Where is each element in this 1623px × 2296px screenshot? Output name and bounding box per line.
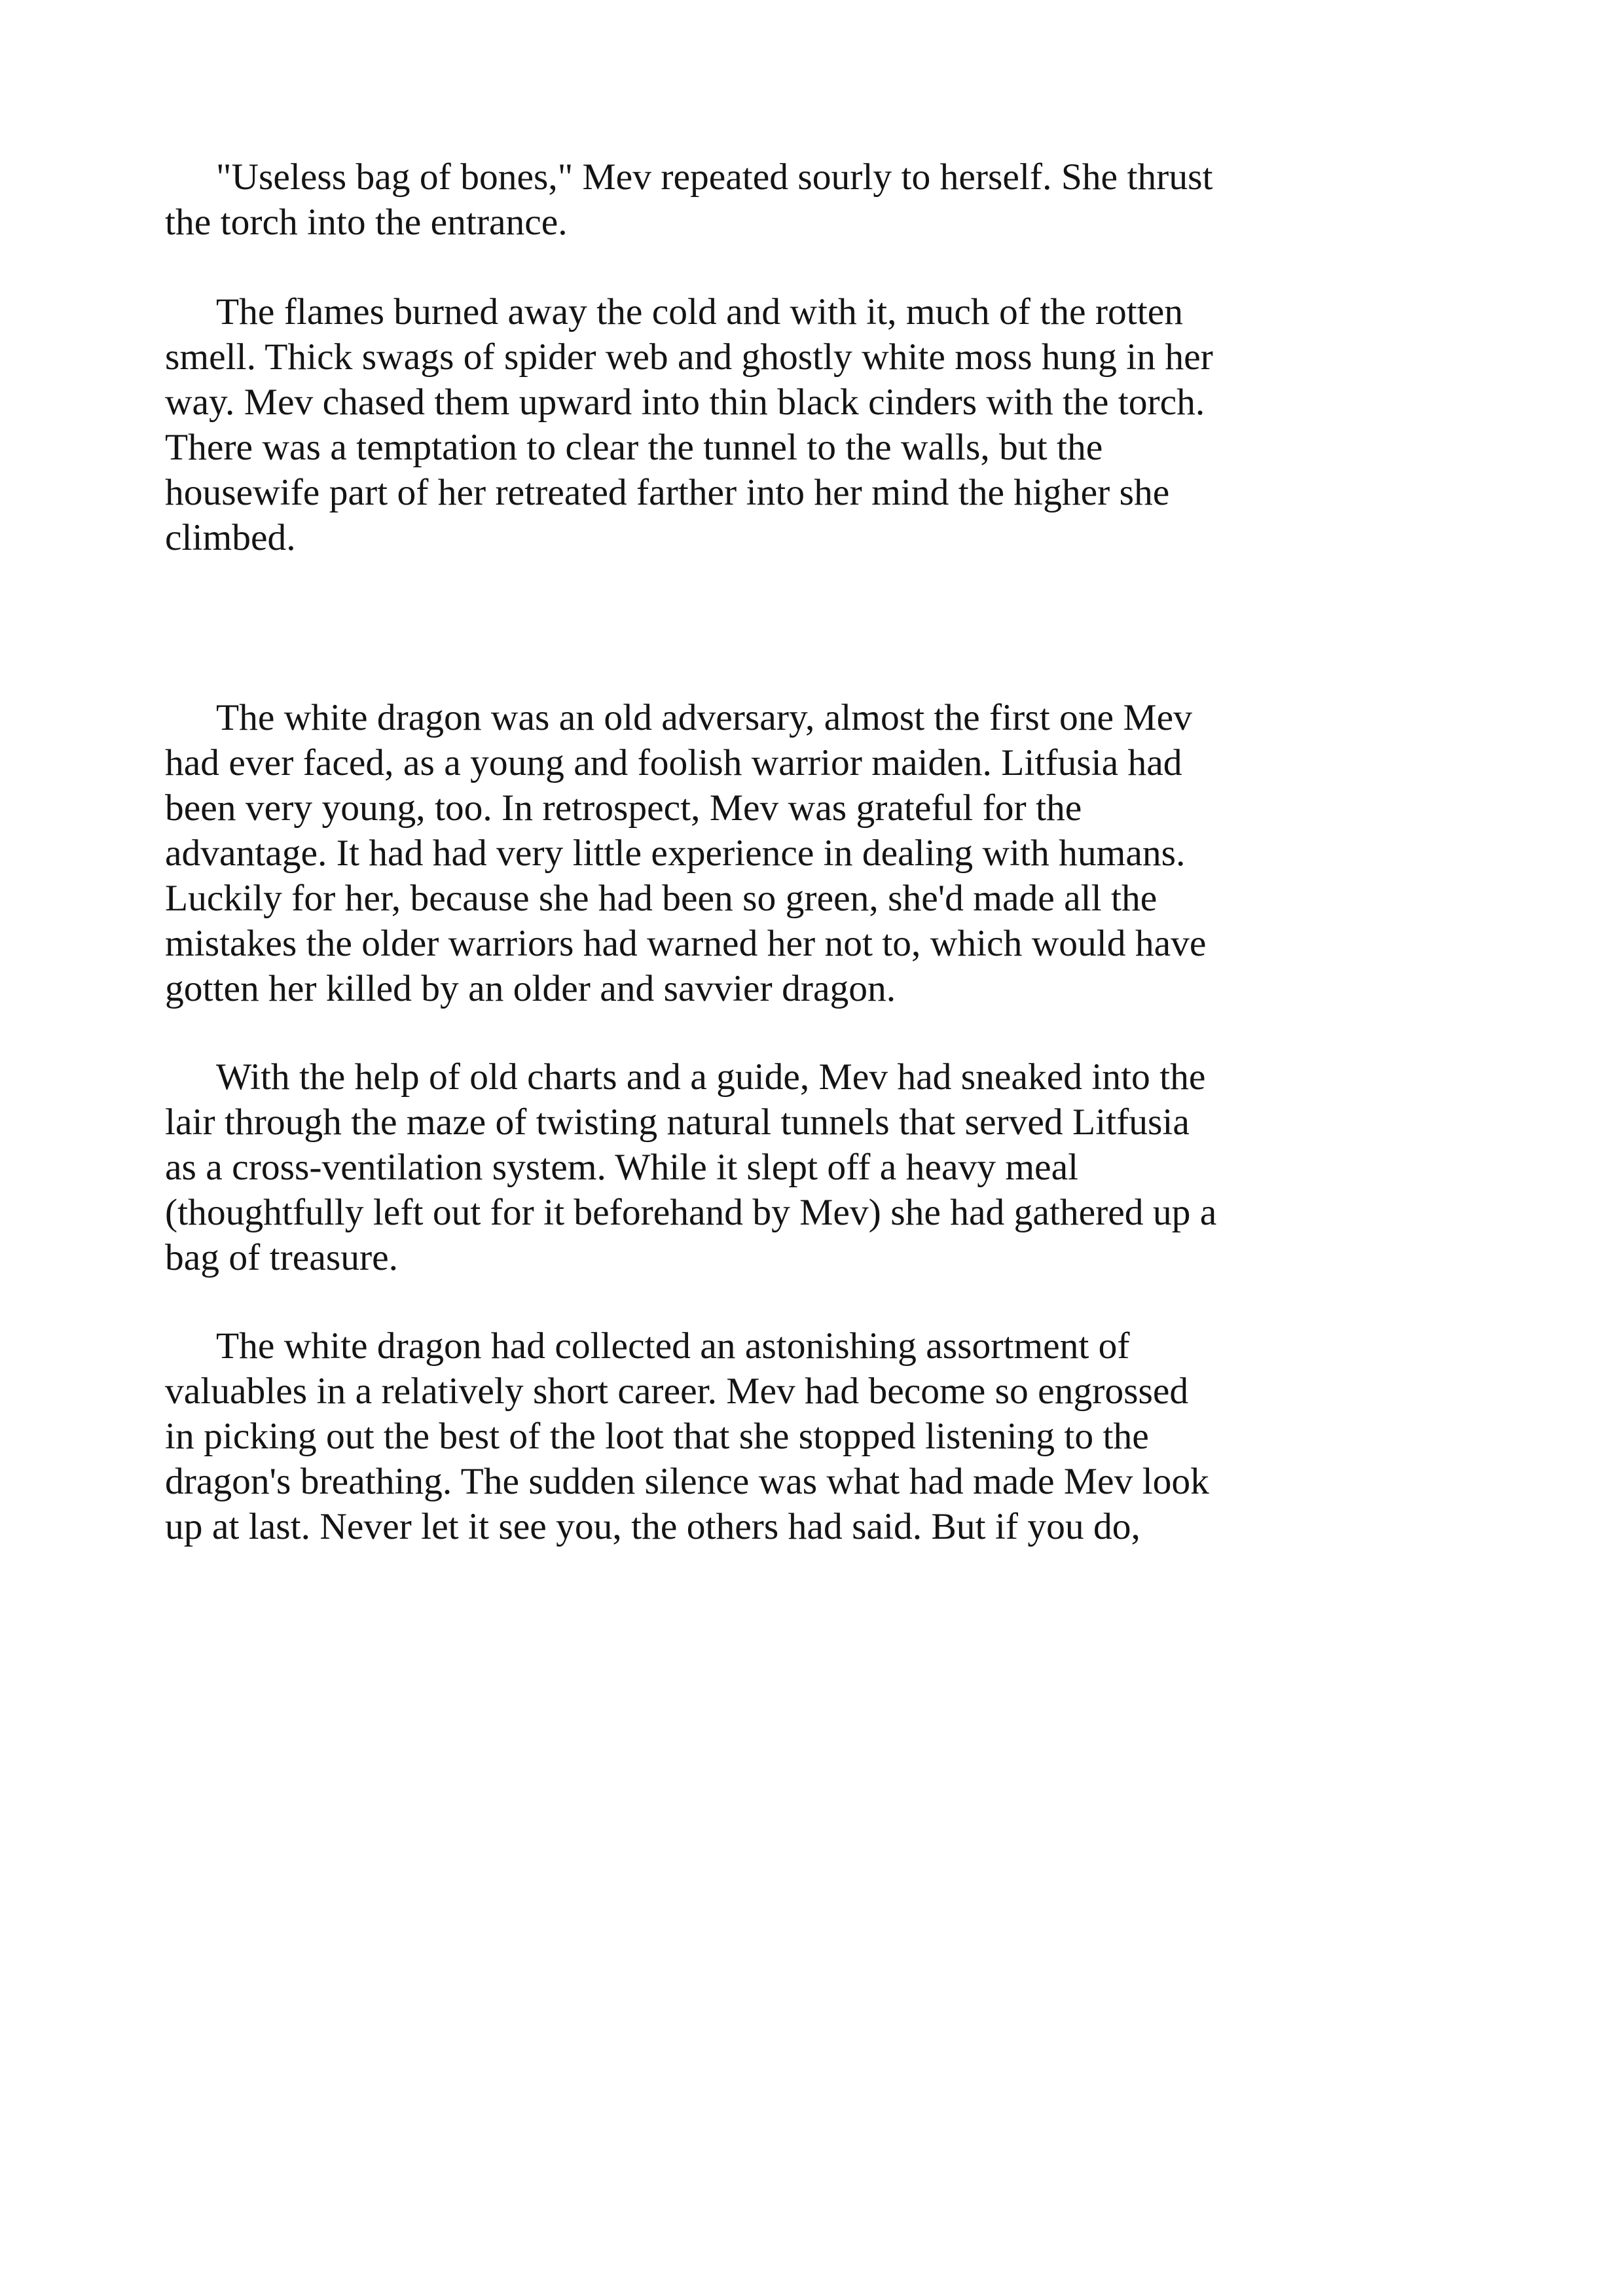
text-line: advantage. It had had very little experience in dealing with humans. — [165, 833, 1186, 874]
text-line: up at last. Never let it see you, the others had said. But if you do, — [165, 1506, 1140, 1547]
text-line: in picking out the best of the loot that she stopped listening to the — [165, 1416, 1149, 1457]
text-line: There was a temptation to clear the tunnel to the walls, but the — [165, 427, 1103, 468]
paragraph-3 — [165, 695, 1317, 1011]
text-line: gotten her killed by an older and savvier dragon. — [165, 968, 896, 1009]
paragraph-4 — [165, 1054, 1317, 1280]
text-line: dragon's breathing. The sudden silence was what had made Mev look — [165, 1461, 1209, 1502]
text-line: way. Mev chased them upward into thin black cinders with the torch. — [165, 382, 1205, 423]
text-line: been very young, too. In retrospect, Mev was grateful for the — [165, 787, 1082, 829]
text-line: "Useless bag of bones," Mev repeated sourly to herself. She thrust — [216, 156, 1213, 198]
text-line: the torch into the entrance. — [165, 202, 568, 243]
text-line: (thoughtfully left out for it beforehand by Mev) she had gathered up a — [165, 1192, 1217, 1233]
text-line: Luckily for her, because she had been so green, she'd made all the — [165, 878, 1158, 919]
text-line: bag of treasure. — [165, 1237, 399, 1278]
text-line: as a cross-ventilation system. While it slept off a heavy meal — [165, 1147, 1079, 1188]
text-line: The white dragon was an old adversary, almost the first one Mev — [216, 697, 1192, 738]
text-line: lair through the maze of twisting natural tunnels that served Litfusia — [165, 1102, 1190, 1143]
text-line: smell. Thick swags of spider web and ghostly white moss hung in her — [165, 336, 1213, 378]
paragraph-1 — [165, 154, 1317, 245]
text-line: mistakes the older warriors had warned her not to, which would have — [165, 923, 1207, 964]
paragraph-5 — [165, 1323, 1317, 1549]
text-line: housewife part of her retreated farther into her mind the higher she — [165, 472, 1170, 513]
text-line: The white dragon had collected an astonishing assortment of — [216, 1325, 1130, 1367]
text-line: valuables in a relatively short career. Mev had become so engrossed — [165, 1371, 1189, 1412]
text-line: had ever faced, as a young and foolish warrior maiden. Litfusia had — [165, 742, 1182, 783]
text-line: The flames burned away the cold and with it, much of the rotten — [216, 291, 1183, 332]
text-line: With the help of old charts and a guide, Mev had sneaked into the — [216, 1056, 1206, 1098]
text-line: climbed. — [165, 517, 296, 558]
paragraph-2 — [165, 289, 1317, 560]
